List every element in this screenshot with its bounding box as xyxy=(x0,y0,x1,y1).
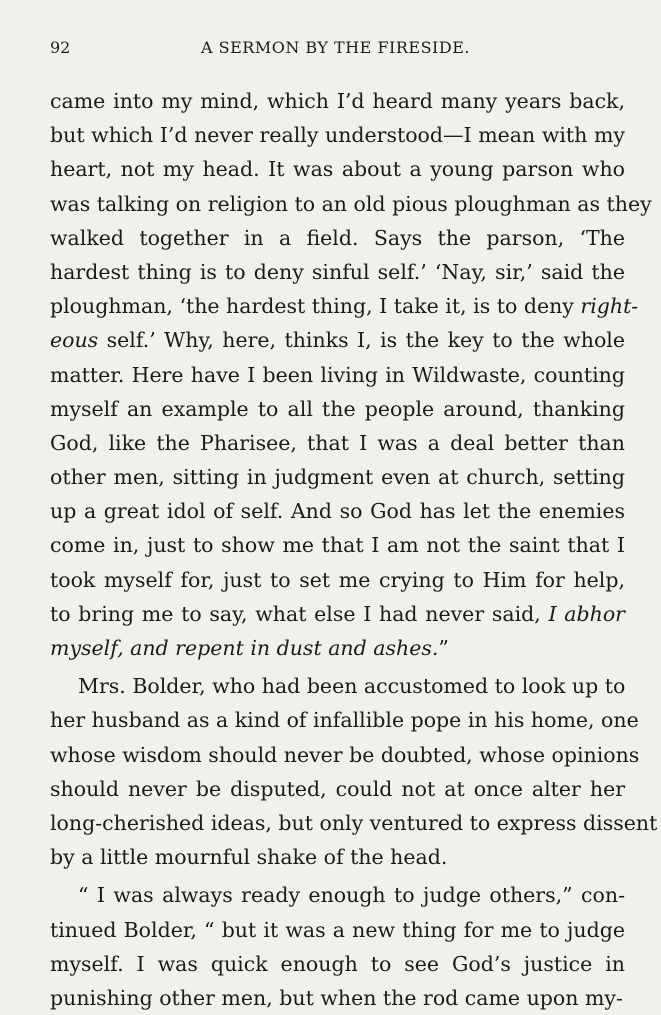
italic-text: I abhor xyxy=(548,601,625,626)
text-segment: her husband as a kind of infallible pope in his home, one xyxy=(50,708,639,733)
page-header xyxy=(50,38,621,62)
text-line xyxy=(50,152,625,186)
paragraph xyxy=(50,84,652,665)
text-line xyxy=(50,358,625,392)
text-segment: God, like the Pharisee, that I was a deal better than xyxy=(50,430,625,455)
text-line xyxy=(50,392,625,426)
text-line xyxy=(50,669,625,703)
text-segment: took myself for, just to set me crying to Him for help, xyxy=(50,567,625,592)
text-line xyxy=(50,947,625,981)
text-line xyxy=(50,221,625,255)
text-line xyxy=(50,840,625,874)
italic-text: myself, and repent in dust and ashes. xyxy=(50,636,439,660)
text-line xyxy=(50,494,625,528)
text-line xyxy=(50,255,625,289)
text-segment: ploughman, ‘the hardest thing, I take it, is to deny xyxy=(50,294,581,319)
italic-text: eous xyxy=(50,328,99,353)
text-line xyxy=(50,772,625,806)
text-segment: whose wisdom should never be doubted, whose opinions xyxy=(50,742,640,767)
text-segment: but which I’d never really understood—I mean with my xyxy=(50,123,625,148)
text-line xyxy=(50,878,625,912)
text-segment: come in, just to show me that I am not the saint that I xyxy=(50,533,625,558)
text-segment: Mrs. Bolder, who had been accustomed to look up to xyxy=(78,674,626,699)
body-text xyxy=(50,84,658,1015)
text-line xyxy=(50,913,625,947)
paragraph xyxy=(50,878,625,1015)
text-line xyxy=(50,118,625,152)
text-segment: by a little mournful shake of the head. xyxy=(50,845,448,870)
text-segment: matter. Here have I been living in Wildwaste, counting xyxy=(50,362,625,387)
text-line xyxy=(50,187,652,221)
text-segment: punishing other men, but when the rod came upon my- xyxy=(50,985,623,1010)
text-line xyxy=(50,981,625,1015)
text-segment: myself an example to all the people around, thanking xyxy=(50,396,625,421)
text-line xyxy=(50,563,625,597)
text-line xyxy=(50,84,625,118)
text-segment: ” xyxy=(438,636,449,660)
text-segment: up a great idol of self. And so God has let the enemies xyxy=(50,499,625,524)
italic-text: right- xyxy=(580,294,639,319)
text-segment: “ I was always ready enough to judge others,” con- xyxy=(78,883,625,908)
text-segment: long-cherished ideas, but only ventured to express dissent xyxy=(50,810,658,835)
text-line xyxy=(50,323,625,357)
text-segment: to bring me to say, what else I had never said, xyxy=(50,601,549,626)
text-segment: was talking on religion to an old pious ploughman as they xyxy=(50,191,652,216)
page-number: 92 xyxy=(50,38,71,57)
text-segment: self.’ Why, here, thinks I, is the key to the whole xyxy=(98,328,625,353)
text-segment: should never be disputed, could not at once alter her xyxy=(50,776,625,801)
text-segment: came into my mind, which I’d heard many years back, xyxy=(50,89,625,113)
running-title: A SERMON BY THE FIRESIDE. xyxy=(201,38,470,57)
text-line xyxy=(50,631,625,665)
text-line xyxy=(50,738,640,772)
text-line xyxy=(50,528,625,562)
text-line xyxy=(50,597,625,631)
text-line xyxy=(50,289,639,323)
text-segment: other men, sitting in judgment even at church, setting xyxy=(50,465,625,490)
text-segment: tinued Bolder, “ but it was a new thing for me to judge xyxy=(50,917,625,942)
text-line xyxy=(50,806,658,840)
text-line xyxy=(50,703,639,737)
text-segment: heart, not my head. It was about a young parson who xyxy=(50,157,625,182)
text-segment: walked together in a field. Says the parson, ‘The xyxy=(50,225,625,250)
text-line xyxy=(50,460,625,494)
text-line xyxy=(50,426,625,460)
text-segment: myself. I was quick enough to see God’s justice in xyxy=(50,951,625,976)
text-segment: hardest thing is to deny sinful self.’ ‘Nay, sir,’ said the xyxy=(50,259,625,284)
paragraph xyxy=(50,669,658,874)
